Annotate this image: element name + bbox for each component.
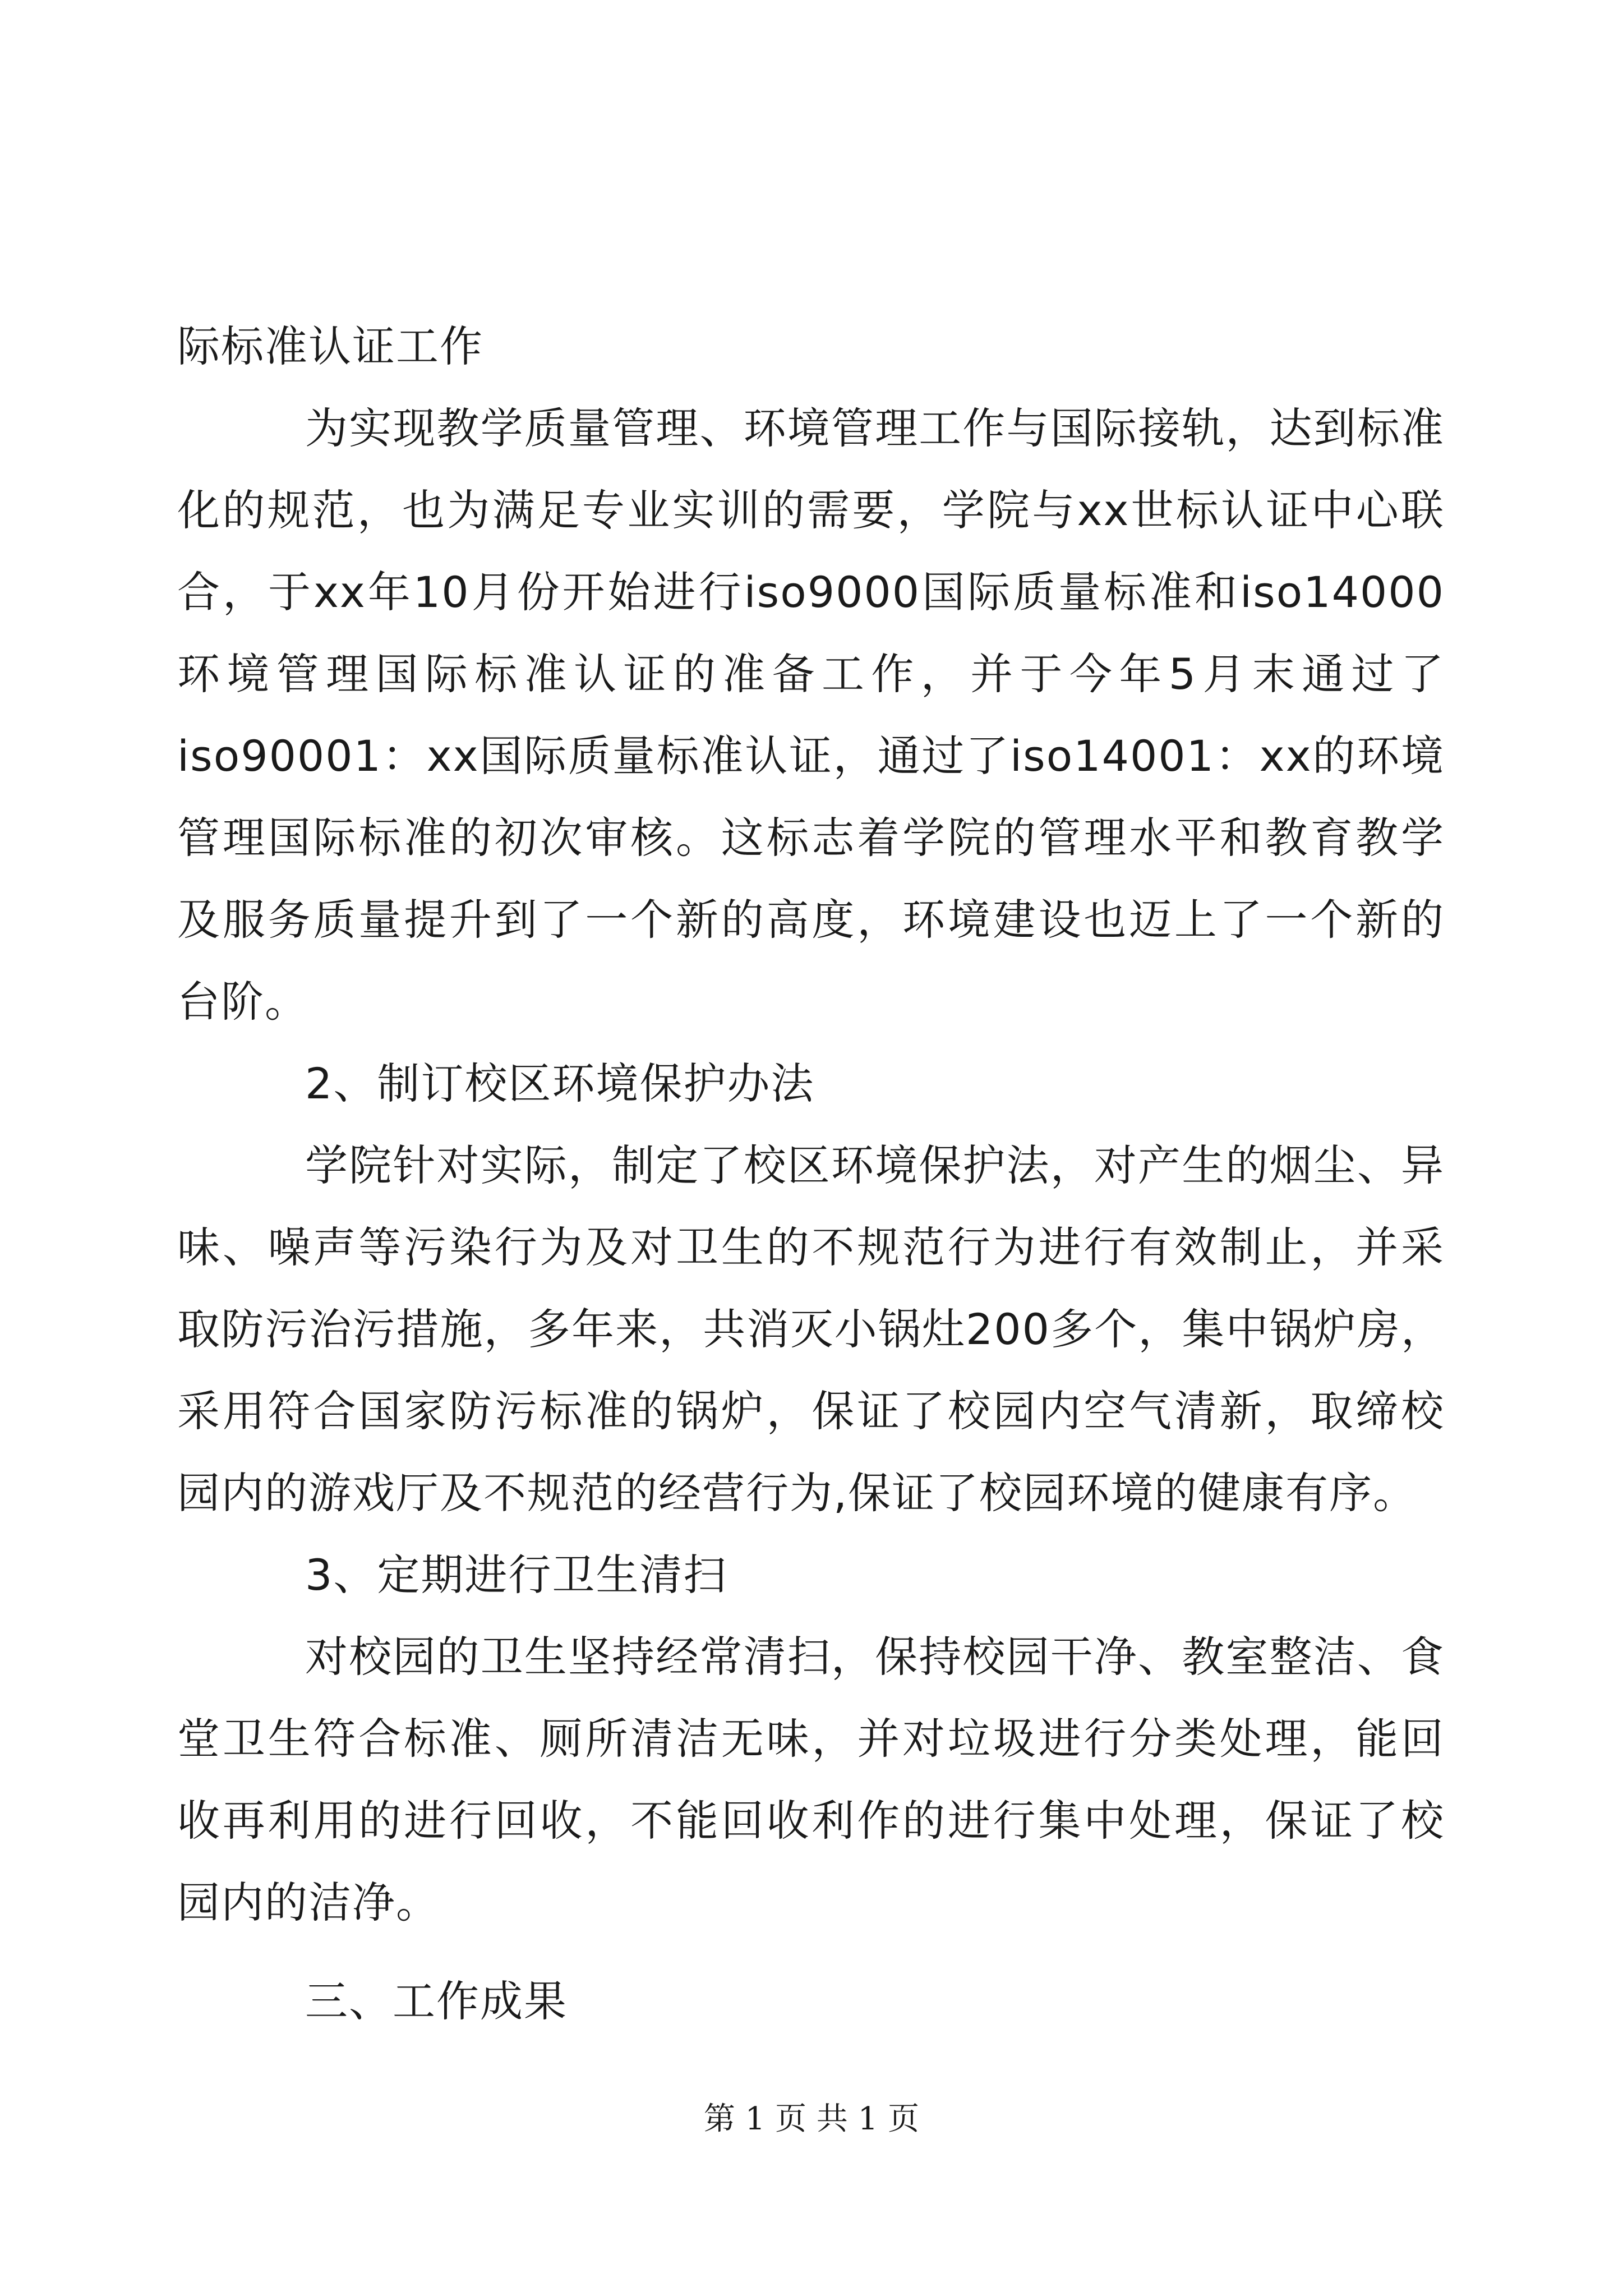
body-paragraph-iso-certification: 为实现教学质量管理、环境管理工作与国际接轨，达到标准化的规范，也为满足专业实训的需要，学院与xx世标认证中心联合，于xx年10月份开始进行iso9000国际质量标准和iso14000环境管理国际标准认证的准备工作，并于今年5月末通过了iso90001：xx国际质量标准认证，通过了iso14001：xx的环境管理国际标准的初次审核。这标志着学院的管理水平和教育教学及服务质量提升到了一个新的高度，环境建设也迈上了一个新的台阶。 xyxy=(177,403,1445,1027)
body-paragraph-environment-protection: 学院针对实际，制定了校区环境保护法，对产生的烟尘、异味、噪声等污染行为及对卫生的不规范行为进行有效制止，并采取防污治污措施，多年来，共消灭小锅灶200多个，集中锅炉房，采用符合国家防污标准的锅炉，保证了校园内空气清新，取缔校园内的游戏厅及不规范的经营行为,保证了校园环境的健康有序。 xyxy=(177,1140,1445,1518)
body-paragraph-cleaning: 对校园的卫生坚持经常清扫，保持校园干净、教室整洁、食堂卫生符合标准、厕所清洁无味，并对垃圾进行分类处理，能回收再利用的进行回收，不能回收利作的进行集中处理，保证了校园内的洁净。 xyxy=(177,1632,1445,1927)
continued-heading-text: 际标准认证工作 xyxy=(177,321,483,371)
subheading-cleaning: 3、定期进行卫生清扫 xyxy=(305,1550,727,1600)
document-body xyxy=(177,306,1445,2042)
section-heading-results: 三、工作成果 xyxy=(305,1976,568,2026)
page-footer: 第 1 页 共 1 页 xyxy=(703,2101,920,2137)
subheading-environment-protection: 2、制订校区环境保护办法 xyxy=(305,1059,815,1108)
